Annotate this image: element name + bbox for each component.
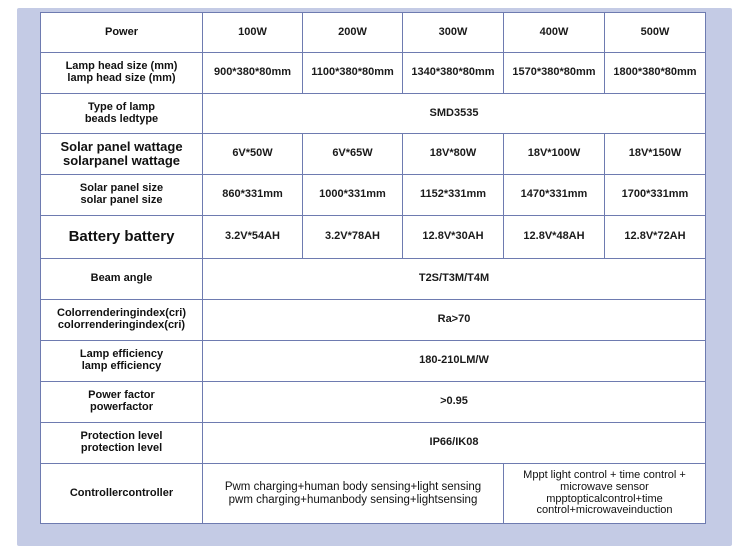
- label-cri: [41, 300, 203, 341]
- cell-solar-wattage-500: 18V*150W: [605, 134, 706, 175]
- cell-protection: IP66/IK08: [203, 423, 706, 464]
- cell-controller-mppt: [504, 464, 706, 524]
- spec-table: [40, 12, 706, 524]
- row-battery: [41, 216, 706, 259]
- label-lamp-head-size-line1: Lamp head size (mm): [65, 60, 178, 73]
- label-controller: Controllercontroller: [41, 464, 203, 524]
- row-protection: [41, 423, 706, 464]
- label-solar-wattage-line2: solarpanel wattage: [62, 153, 181, 168]
- cell-controller-pwm-line1: Pwm charging+human body sensing+light sensing: [224, 481, 482, 494]
- row-power: [41, 13, 706, 53]
- label-lamp-beads-line1: Type of lamp: [87, 100, 156, 113]
- cell-solar-size-100: 860*331mm: [203, 175, 303, 216]
- cell-solar-wattage-400: 18V*100W: [504, 134, 605, 175]
- label-solar-size-line2: solar panel size: [80, 194, 163, 206]
- cell-lamp-head-100: 900*380*80mm: [203, 53, 303, 94]
- row-solar-size: [41, 175, 706, 216]
- cell-solar-size-500: 1700*331mm: [605, 175, 706, 216]
- cell-battery-500: 12.8V*72AH: [605, 216, 706, 259]
- cell-lamp-head-200: 1100*380*80mm: [303, 53, 403, 94]
- cell-power-factor: >0.95: [203, 382, 706, 423]
- label-solar-size-line1: Solar panel size: [79, 182, 164, 195]
- label-beam-angle: Beam angle: [41, 259, 203, 300]
- cell-controller-mppt-line3: mpptopticalcontrol+time: [546, 492, 663, 505]
- cell-solar-wattage-100: 6V*50W: [203, 134, 303, 175]
- cell-battery-200: 3.2V*78AH: [303, 216, 403, 259]
- label-cri-line1: Colorrenderingindex(cri): [57, 307, 186, 320]
- cell-power-300: 300W: [403, 13, 504, 53]
- label-efficiency-line1: Lamp efficiency: [79, 348, 164, 361]
- cell-battery-400: 12.8V*48AH: [504, 216, 605, 259]
- cell-solar-size-300: 1152*331mm: [403, 175, 504, 216]
- cell-controller-mppt-line1: Mppt light control + time control +: [523, 469, 686, 482]
- cell-power-100: 100W: [203, 13, 303, 53]
- label-efficiency: [41, 341, 203, 382]
- label-cri-line2: colorrenderingindex(cri): [57, 319, 186, 331]
- row-controller: [41, 464, 706, 524]
- label-lamp-head-size-line2: lamp head size (mm): [67, 72, 176, 84]
- row-beam-angle: [41, 259, 706, 300]
- label-power-factor-line2: powerfactor: [90, 401, 153, 413]
- row-lamp-head-size: [41, 53, 706, 94]
- cell-power-400: 400W: [504, 13, 605, 53]
- cell-controller-mppt-line4: control+microwaveinduction: [536, 504, 673, 517]
- label-protection: [41, 423, 203, 464]
- cell-battery-100: 3.2V*54AH: [203, 216, 303, 259]
- cell-controller-mppt-line2: microwave sensor: [560, 480, 649, 493]
- cell-efficiency: 180-210LM/W: [203, 341, 706, 382]
- label-battery: Battery battery: [41, 216, 203, 259]
- cell-solar-wattage-300: 18V*80W: [403, 134, 504, 175]
- cell-beam-angle: T2S/T3M/T4M: [203, 259, 706, 300]
- row-efficiency: [41, 341, 706, 382]
- cell-battery-300: 12.8V*30AH: [403, 216, 504, 259]
- cell-solar-wattage-200: 6V*65W: [303, 134, 403, 175]
- label-solar-size: [41, 175, 203, 216]
- label-power-factor: [41, 382, 203, 423]
- cell-solar-size-200: 1000*331mm: [303, 175, 403, 216]
- label-lamp-beads: [41, 94, 203, 134]
- label-lamp-head-size: [41, 53, 203, 94]
- label-protection-line2: protection level: [80, 442, 163, 454]
- row-power-factor: [41, 382, 706, 423]
- label-solar-wattage: [41, 134, 203, 175]
- cell-lamp-head-500: 1800*380*80mm: [605, 53, 706, 94]
- label-solar-wattage-line1: Solar panel wattage: [60, 139, 183, 155]
- cell-lamp-beads: SMD3535: [203, 94, 706, 134]
- label-power-factor-line1: Power factor: [88, 389, 155, 402]
- label-protection-line1: Protection level: [80, 430, 163, 443]
- label-lamp-beads-line2: beads ledtype: [84, 112, 159, 125]
- row-lamp-beads: [41, 94, 706, 134]
- row-cri: [41, 300, 706, 341]
- cell-lamp-head-300: 1340*380*80mm: [403, 53, 504, 94]
- label-efficiency-line2: lamp efficiency: [81, 360, 162, 372]
- cell-lamp-head-400: 1570*380*80mm: [504, 53, 605, 94]
- cell-solar-size-400: 1470*331mm: [504, 175, 605, 216]
- cell-cri: Ra>70: [203, 300, 706, 341]
- label-power: Power: [41, 13, 203, 53]
- cell-controller-pwm-line2: pwm charging+humanbody sensing+lightsensing: [228, 493, 478, 506]
- cell-power-200: 200W: [303, 13, 403, 53]
- cell-power-500: 500W: [605, 13, 706, 53]
- cell-controller-pwm: [203, 464, 504, 524]
- row-solar-wattage: [41, 134, 706, 175]
